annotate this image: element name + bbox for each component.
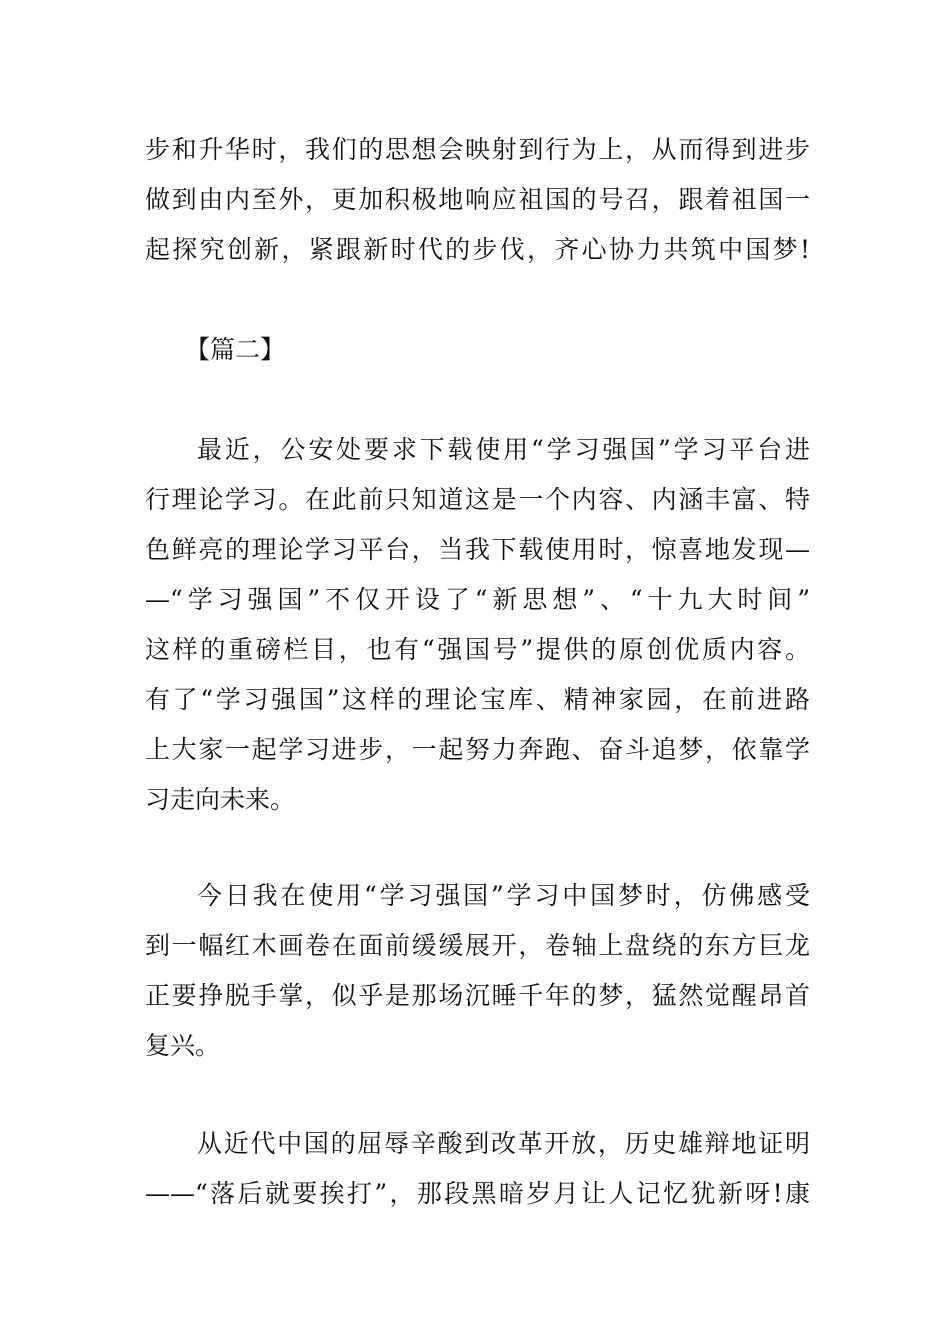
paragraph-3-line-2: 到一幅红木画卷在面前缓缓展开，卷轴上盘绕的东方巨龙 bbox=[145, 931, 810, 960]
paragraph-2-line-7: 上大家一起学习进步，一起努力奔跑、奋斗追梦，依靠学 bbox=[145, 735, 810, 764]
paragraph-2-line-2: 行理论学习。在此前只知道这是一个内容、内涵丰富、特 bbox=[145, 485, 810, 514]
paragraph-3-line-1: 今日我在使用“学习强国”学习中国梦时，仿佛感受 bbox=[197, 881, 810, 910]
paragraph-2-line-8: 习走向未来。 bbox=[145, 785, 296, 814]
paragraph-4-line-1: 从近代中国的屈辱辛酸到改革开放，历史雄辩地证明 bbox=[197, 1129, 810, 1158]
paragraph-2-line-4: —“学习强国”不仅开设了“新思想”、“十九大时间” bbox=[145, 585, 810, 614]
section-heading: 【篇二】 bbox=[185, 335, 286, 364]
paragraph-3-line-3: 正要挣脱手掌，似乎是那场沉睡千年的梦，猛然觉醒昂首 bbox=[145, 981, 810, 1010]
paragraph-1-line-3: 起探究创新，紧跟新时代的步伐，齐心协力共筑中国梦! bbox=[145, 235, 810, 264]
paragraph-2-line-1: 最近，公安处要求下载使用“学习强国”学习平台进 bbox=[197, 435, 810, 464]
paragraph-1-line-1: 步和升华时，我们的思想会映射到行为上，从而得到进步 bbox=[145, 135, 810, 164]
paragraph-3-line-4: 复兴。 bbox=[145, 1031, 221, 1060]
paragraph-2-line-5: 这样的重磅栏目，也有“强国号”提供的原创优质内容。 bbox=[145, 635, 810, 664]
paragraph-4-line-2: ——“落后就要挨打”，那段黑暗岁月让人记忆犹新呀!康 bbox=[145, 1179, 810, 1208]
paragraph-2-line-6: 有了“学习强国”这样的理论宝库、精神家园，在前进路 bbox=[145, 685, 810, 714]
paragraph-1-line-2: 做到由内至外，更加积极地响应祖国的号召，跟着祖国一 bbox=[145, 185, 810, 214]
paragraph-2-line-3: 色鲜亮的理论学习平台，当我下载使用时，惊喜地发现— bbox=[145, 535, 810, 564]
